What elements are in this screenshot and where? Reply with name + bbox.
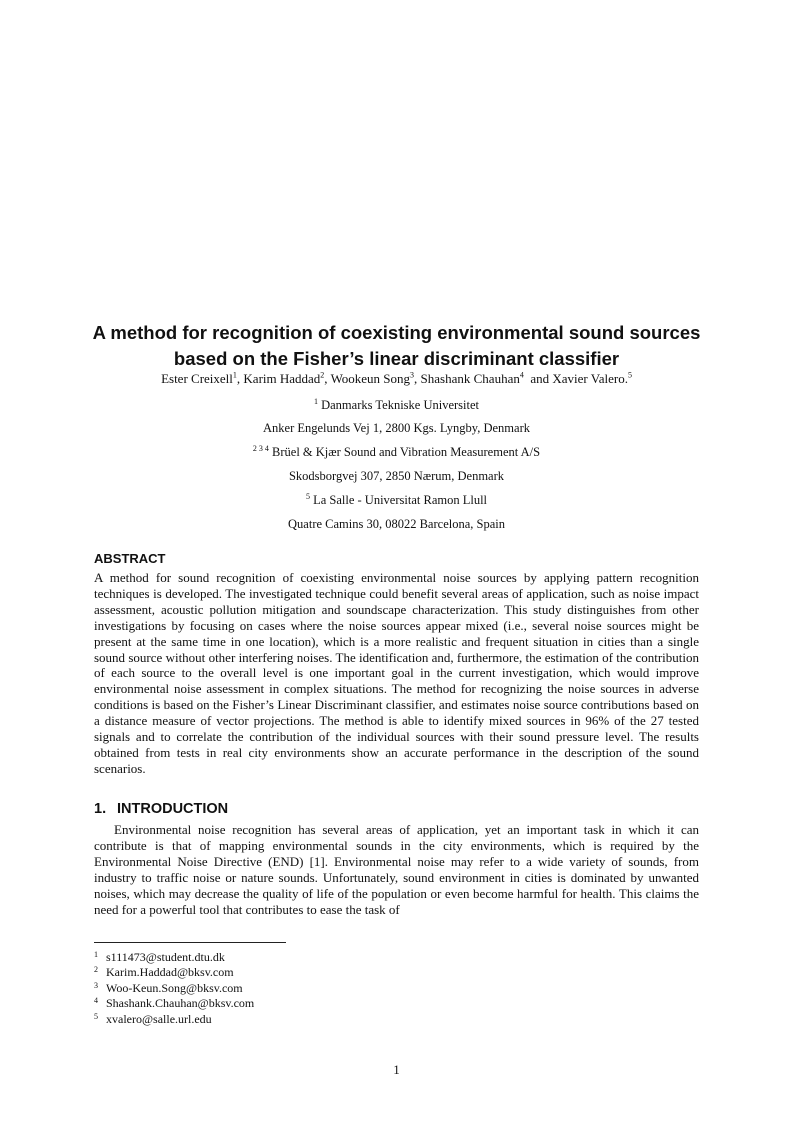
introduction-heading: 1. INTRODUCTION [94, 801, 229, 817]
author: Karim Haddad$^2$, [243, 370, 331, 386]
author: Wookeun Song$^3$, [330, 370, 421, 386]
footnote-divider [94, 942, 286, 943]
affiliation-address: Quatre Camins 30, 08022 Barcelona, Spain [288, 517, 505, 531]
affiliation-name: $^1$ Danmarks Tekniske Universitet [313, 396, 479, 412]
author: Xavier Valero.$^5$ [552, 370, 632, 386]
author: Ester Creixell$^1$, [161, 370, 244, 386]
footnotes [94, 950, 254, 1027]
introduction-text: Environmental noise recognition has several areas of application, yet an important task in which it can contribute is that of mapping environmental sounds in the city environments, which is required by the Environmental Noise Directive (END) [1]. Environmental noise may refer to a wide variety of sounds, from industry to traffic noise or nature sounds. Unfortunately, sound environment in cities is dominated by unwanted noises, which may decrease the quality of life of the population or even become harmful for health. This claims the need for a powerful tool that contributes to ease the task of [94, 822, 699, 917]
affiliation-name: $^5$ La Salle - Universitat Ramon Llull [305, 491, 488, 507]
footnote: 5 xvalero@salle.url.edu [94, 1011, 212, 1026]
paper-title: A method for recognition of coexisting environmental sound sources based on the Fisher’s linear discriminant classifier [92, 322, 701, 369]
abstract-heading: ABSTRACT [94, 551, 166, 566]
abstract-text: A method for sound recognition of coexisting environmental noise sources by applying pattern recognition techniques is developed. The investigated technique could benefit several areas of application, such as noise impact assessment, acoustic pollution mitigation and soundscape characterization. This study distinguishes from other investigations by focusing on cases where the noise sources appear mixed (i.e., several noise sources might be present at the same time in one location), which is a more realistic and frequent situation in cities than a single sound source without other interfering noises. The identification and, furthermore, the estimation of the contribution of each source to the overall level is one important goal in the current investigation, which would improve environmental noise assessment in complex situations. The method for recognizing the noise sources in adverse conditions is based on the Fisher’s Linear Discriminant classifier, and estimates noise source contributions based on a distance measure of vector projections. The method is able to identify mixed sources in 96% of the 27 tested signals and to correlate the contribution of the individual sources with their sound pressure level. The results obtained from tests in real city environments show an accurate performance in the description of the sound scenarios. [94, 570, 699, 776]
footnote: 3 Woo-Keun.Song@bksv.com [94, 980, 243, 995]
footnote: 4 Shashank.Chauhan@bksv.com [94, 996, 255, 1011]
footnote: 1 s111473@student.dtu.dk [94, 950, 225, 964]
affiliation-address: Skodsborgvej 307, 2850 Nærum, Denmark [288, 469, 505, 483]
footnote: 2 Karim.Haddad@bksv.com [94, 965, 234, 980]
author: Shashank Chauhan$^4$ and [420, 370, 553, 386]
affiliation-name: $^{2 3 4}$ Brüel & Kjær Sound and Vibration Measurement A/S [252, 443, 541, 459]
page-number: 1 [393, 1062, 400, 1077]
author-line [60, 371, 733, 387]
section-number: 1. [94, 801, 107, 817]
affiliation-address: Anker Engelunds Vej 1, 2800 Kgs. Lyngby, Denmark [263, 421, 530, 435]
